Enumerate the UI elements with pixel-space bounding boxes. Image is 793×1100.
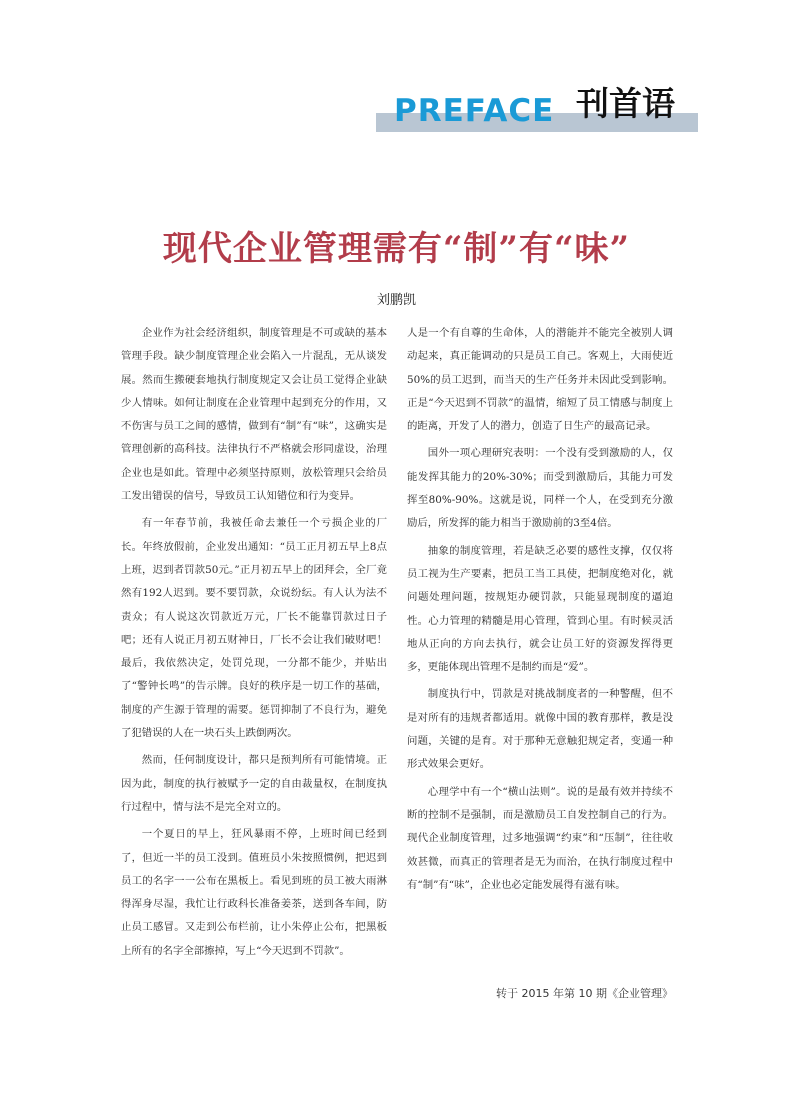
right-column xyxy=(407,322,673,901)
paragraph: 人是一个有自尊的生命体，人的潜能并不能完全被别人调动起来，真正能调动的只是员工自己。客观上，大雨使近50%的员工迟到，而当天的生产任务并未因此受到影响。正是“今天迟到不罚款”的温情，缩短了员工情感与制度上的距离，开发了人的潜力，创造了日生产的最高记录。 xyxy=(407,327,673,433)
section-title: 刊首语 xyxy=(576,84,675,123)
paragraph: 国外一项心理研究表明：一个没有受到激励的人，仅能发挥其能力的20%-30%；而受到激励后，其能力可发挥至80%-90%。这就是说，同样一个人，在受到充分激励后，所发挥的能力相当于激励前的3至4倍。 xyxy=(407,447,673,530)
paragraph: 一个夏日的早上，狂风暴雨不停，上班时间已经到了，但近一半的员工没到。值班员小朱按照惯例，把迟到员工的名字一一公布在黑板上。看见到班的员工被大雨淋得浑身尽湿，我忙让行政科长准备姜茶，送到各车间，防止员工感冒。又走到公布栏前，让小朱停止公布，把黑板上所有的名字全部擦掉，写上“今天迟到不罚款”。 xyxy=(121,828,387,957)
paragraph: 企业作为社会经济组织，制度管理是不可或缺的基本管理手段。缺少制度管理企业会陷入一片混乱，无从谈发展。然而生搬硬套地执行制度规定又会让员工觉得企业缺少人情味。如何让制度在企业管理中起到充分的作用，又不伤害与员工之间的感情，做到有“制”有“味”，这确实是管理创新的高科技。法律执行不严格就会形同虚设，治理企业也是如此。管理中必须坚持原则，放松管理只会给员工发出错误的信号，导致员工认知错位和行为变异。 xyxy=(121,327,387,503)
source-note: 转于 2015 年第 10 期《企业管理》 xyxy=(496,987,673,1000)
article-title: 现代企业管理需有“制”有“味” xyxy=(162,229,631,269)
paragraph: 心理学中有一个“横山法则”。说的是最有效并持续不断的控制不是强制，而是激励员工自发控制自己的行为。现代企业制度管理，过多地强调“约束”和“压制”，往往收效甚微，而真正的管理者是无为而治，在执行制度过程中有“制”有“味”，企业也必定能发展得有滋有味。 xyxy=(407,785,673,891)
preface-label: PREFACE xyxy=(394,93,555,129)
paragraph: 制度执行中，罚款是对挑战制度者的一种警醒，但不是对所有的违规者都适用。就像中国的教育那样，教是没问题，关键的是育。对于那种无意触犯规定者，变通一种形式效果会更好。 xyxy=(407,688,673,771)
left-column xyxy=(121,322,387,967)
article-author: 刘鹏凯 xyxy=(376,293,416,308)
paragraph: 然而，任何制度设计，都只是预判所有可能情境。正因为此，制度的执行被赋予一定的自由裁量权，在制度执行过程中，情与法不是完全对立的。 xyxy=(121,754,387,813)
paragraph: 抽象的制度管理，若是缺乏必要的感性支撑，仅仅将员工视为生产要素，把员工当工具使，把制度绝对化，就问题处理问题，按规矩办硬罚款，只能显现制度的逼迫性。心力管理的精髓是用心管理，管到心里。有时候灵活地从正向的方向去执行，就会让员工好的资源发挥得更多，更能体现出管理不是制约而是“爱”。 xyxy=(407,544,673,674)
paragraph: 有一年春节前，我被任命去兼任一个亏损企业的厂长。年终放假前，企业发出通知：“员工正月初五早上8点上班，迟到者罚款50元。”正月初五早上的团拜会，全厂竟然有192人迟到。要不要罚款，众说纷纭。有人认为法不责众；有人说这次罚款近万元，厂长不能靠罚款过日子吧；还有人说正月初五财神日，厂长不会让我们破财吧！最后，我依然决定，处罚兑现，一分都不能少，并贴出了“警钟长鸣”的告示牌。良好的秩序是一切工作的基础，制度的产生源于管理的需要。惩罚抑制了不良行为，避免了犯错误的人在一块石头上跌倒两次。 xyxy=(121,517,387,740)
